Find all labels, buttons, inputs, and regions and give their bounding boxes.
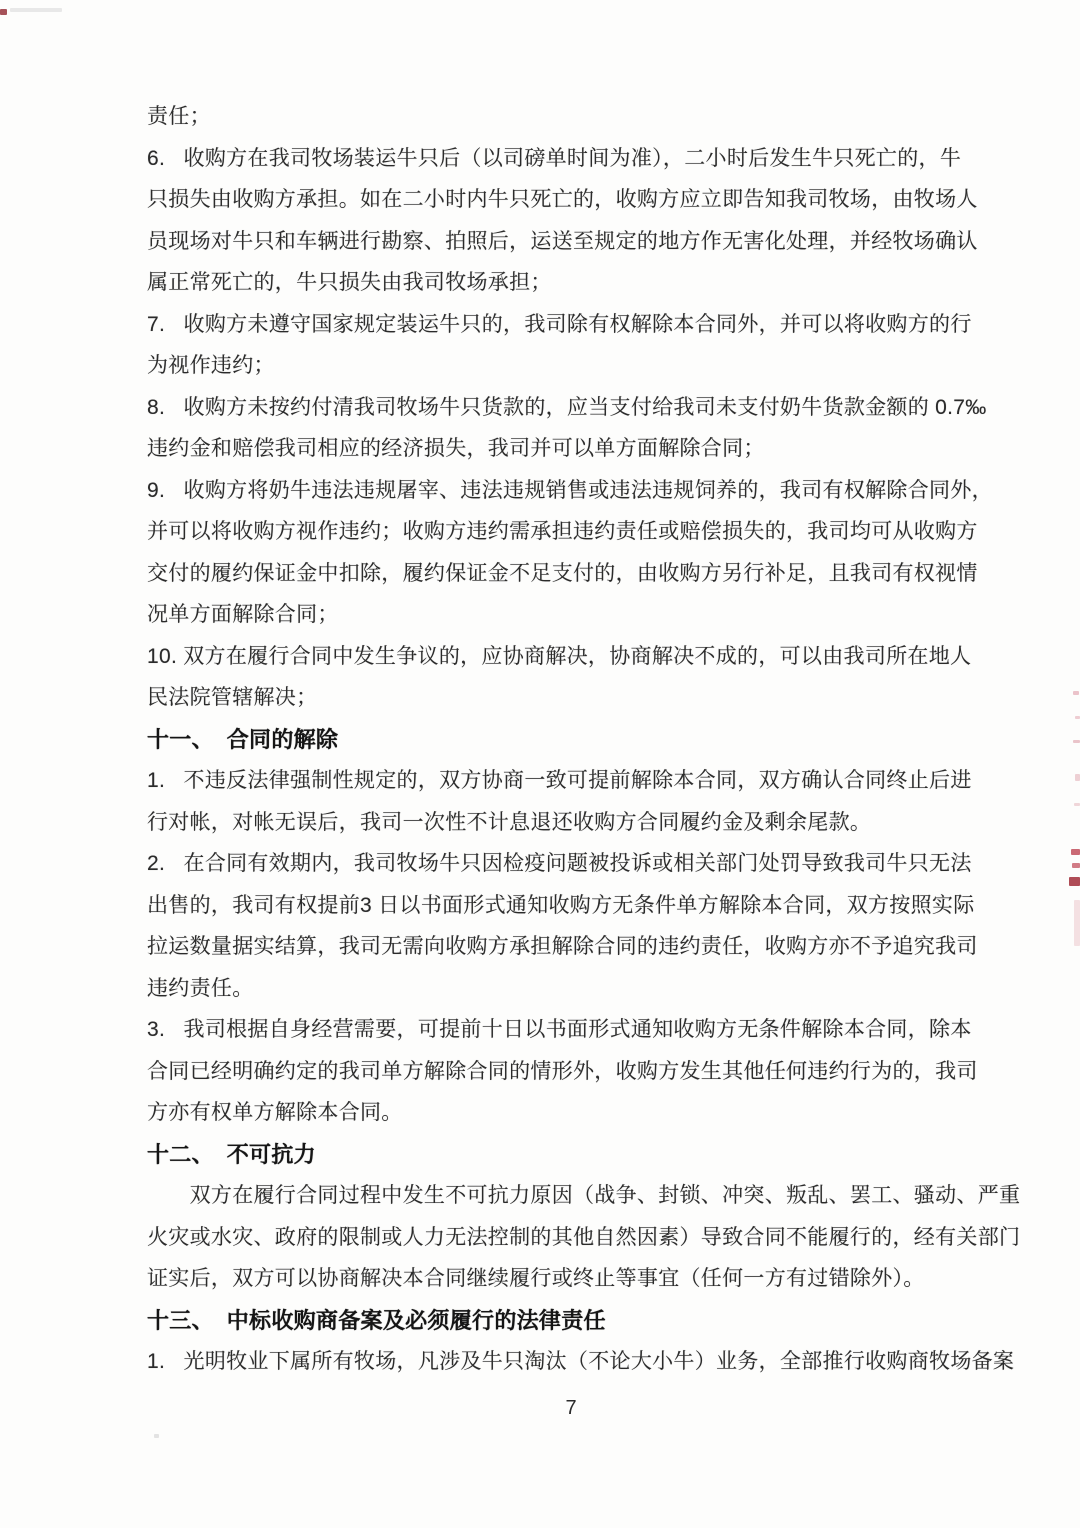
text-line: 方亦有权单方解除本合同。: [147, 1101, 403, 1124]
text-line: 火灾或水灾、政府的限制或人力无法控制的其他自然因素）导致合同不能履行的，经有关部门: [147, 1225, 1021, 1249]
text-line: 员现场对牛只和车辆进行勘察、拍照后，运送至规定的地方作无害化处理，并经牧场确认: [147, 229, 978, 253]
edge-pink-speck: [1073, 740, 1080, 743]
text-line: 3. 我司根据自身经营需要，可提前十日以书面形式通知收购方无条件解除本合同，除本: [147, 1018, 972, 1041]
text-line: 2. 在合同有效期内，我司牧场牛只因检疫问题被投诉或相关部门处罚导致我司牛只无法: [147, 852, 972, 875]
document-lines: [147, 96, 1047, 1383]
text-line: 出售的，我司有权提前3 日以书面形式通知收购方无条件单方解除本合同，双方按照实际: [147, 893, 975, 917]
text-line: 违约责任。: [147, 976, 254, 1000]
edge-red-dash: [1072, 863, 1080, 868]
edge-pink-speck: [1075, 716, 1080, 719]
edge-red-dash: [1071, 849, 1080, 855]
text-line: 9. 收购方将奶牛违法违规屠宰、违法违规销售或违法违规饲养的，我司有权解除合同外，: [147, 478, 993, 502]
bottom-gray-speck: [154, 1434, 159, 1438]
text-line: 证实后，双方可以协商解决本合同继续履行或终止等事宜（任何一方有过错除外）。: [147, 1267, 925, 1290]
text-line: 7. 收购方未遵守国家规定装运牛只的，我司除有权解除本合同外，并可以将收购方的行: [147, 312, 972, 336]
text-line: 1. 光明牧业下属所有牧场，凡涉及牛只淘汰（不论大小牛）业务，全部推行收购商牧场备案: [147, 1350, 1015, 1373]
text-line: 属正常死亡的，牛只损失由我司牧场承担；: [147, 271, 552, 294]
text-line: 为视作违约；: [147, 354, 275, 377]
text-line: 1. 不违反法律强制性规定的，双方协商一致可提前解除本合同，双方确认合同终止后进: [147, 769, 972, 792]
text-line: 10. 双方在履行合同中发生争议的，应协商解决，协商解决不成的，可以由我司所在地人: [147, 644, 972, 668]
text-line: 民法院管辖解决；: [147, 686, 318, 709]
text-line: 只损失由收购方承担。如在二小时内牛只死亡的，收购方应立即告知我司牧场，由牧场人: [147, 188, 978, 211]
section-heading: 十一、 合同的解除: [147, 726, 339, 752]
text-line: 况单方面解除合同；: [147, 603, 339, 626]
text-line: 6. 收购方在我司牧场装运牛只后（以司磅单时间为准），二小时后发生牛只死亡的，牛: [147, 146, 962, 170]
text-line: 8. 收购方未按约付清我司牧场牛只货款的，应当支付给我司未支付奶牛货款金额的 0.7‰: [147, 395, 987, 419]
edge-pink-speck: [1075, 774, 1080, 781]
text-line: 交付的履约保证金中扣除，履约保证金不足支付的，由收购方另行补足，且我司有权视情: [147, 561, 978, 585]
text-line: 违约金和赔偿我司相应的经济损失，我司并可以单方面解除合同；: [147, 437, 765, 460]
text-line: 责任；: [147, 105, 211, 128]
corner-red-mark: [0, 9, 7, 15]
text-line: 拉运数量据实结算，我司无需向收购方承担解除合同的违约责任，收购方亦不予追究我司: [147, 935, 978, 958]
text-line: 合同已经明确约定的我司单方解除合同的情形外，收购方发生其他任何违约行为的，我司: [147, 1059, 978, 1083]
text-line: 行对帐，对帐无误后，我司一次性不计息退还收购方合同履约金及剩余尾款。: [147, 810, 872, 834]
edge-pink-speck: [1074, 803, 1080, 806]
text-line: 双方在履行合同过程中发生不可抗力原因（战争、封锁、冲突、叛乱、罢工、骚动、严重: [147, 1184, 1021, 1207]
edge-red-dash: [1069, 877, 1080, 886]
section-heading: 十二、 不可抗力: [147, 1141, 316, 1167]
text-line: 并可以将收购方视作违约；收购方违约需承担违约责任或赔偿损失的，我司均可从收购方: [147, 520, 978, 543]
edge-pink-streak: [1074, 900, 1080, 946]
page-number: 7: [565, 1397, 577, 1419]
edge-pink-speck: [1073, 691, 1079, 695]
section-heading: 十三、 中标收购商备案及必须履行的法律责任: [147, 1307, 606, 1333]
corner-gray-streak: [10, 8, 62, 12]
